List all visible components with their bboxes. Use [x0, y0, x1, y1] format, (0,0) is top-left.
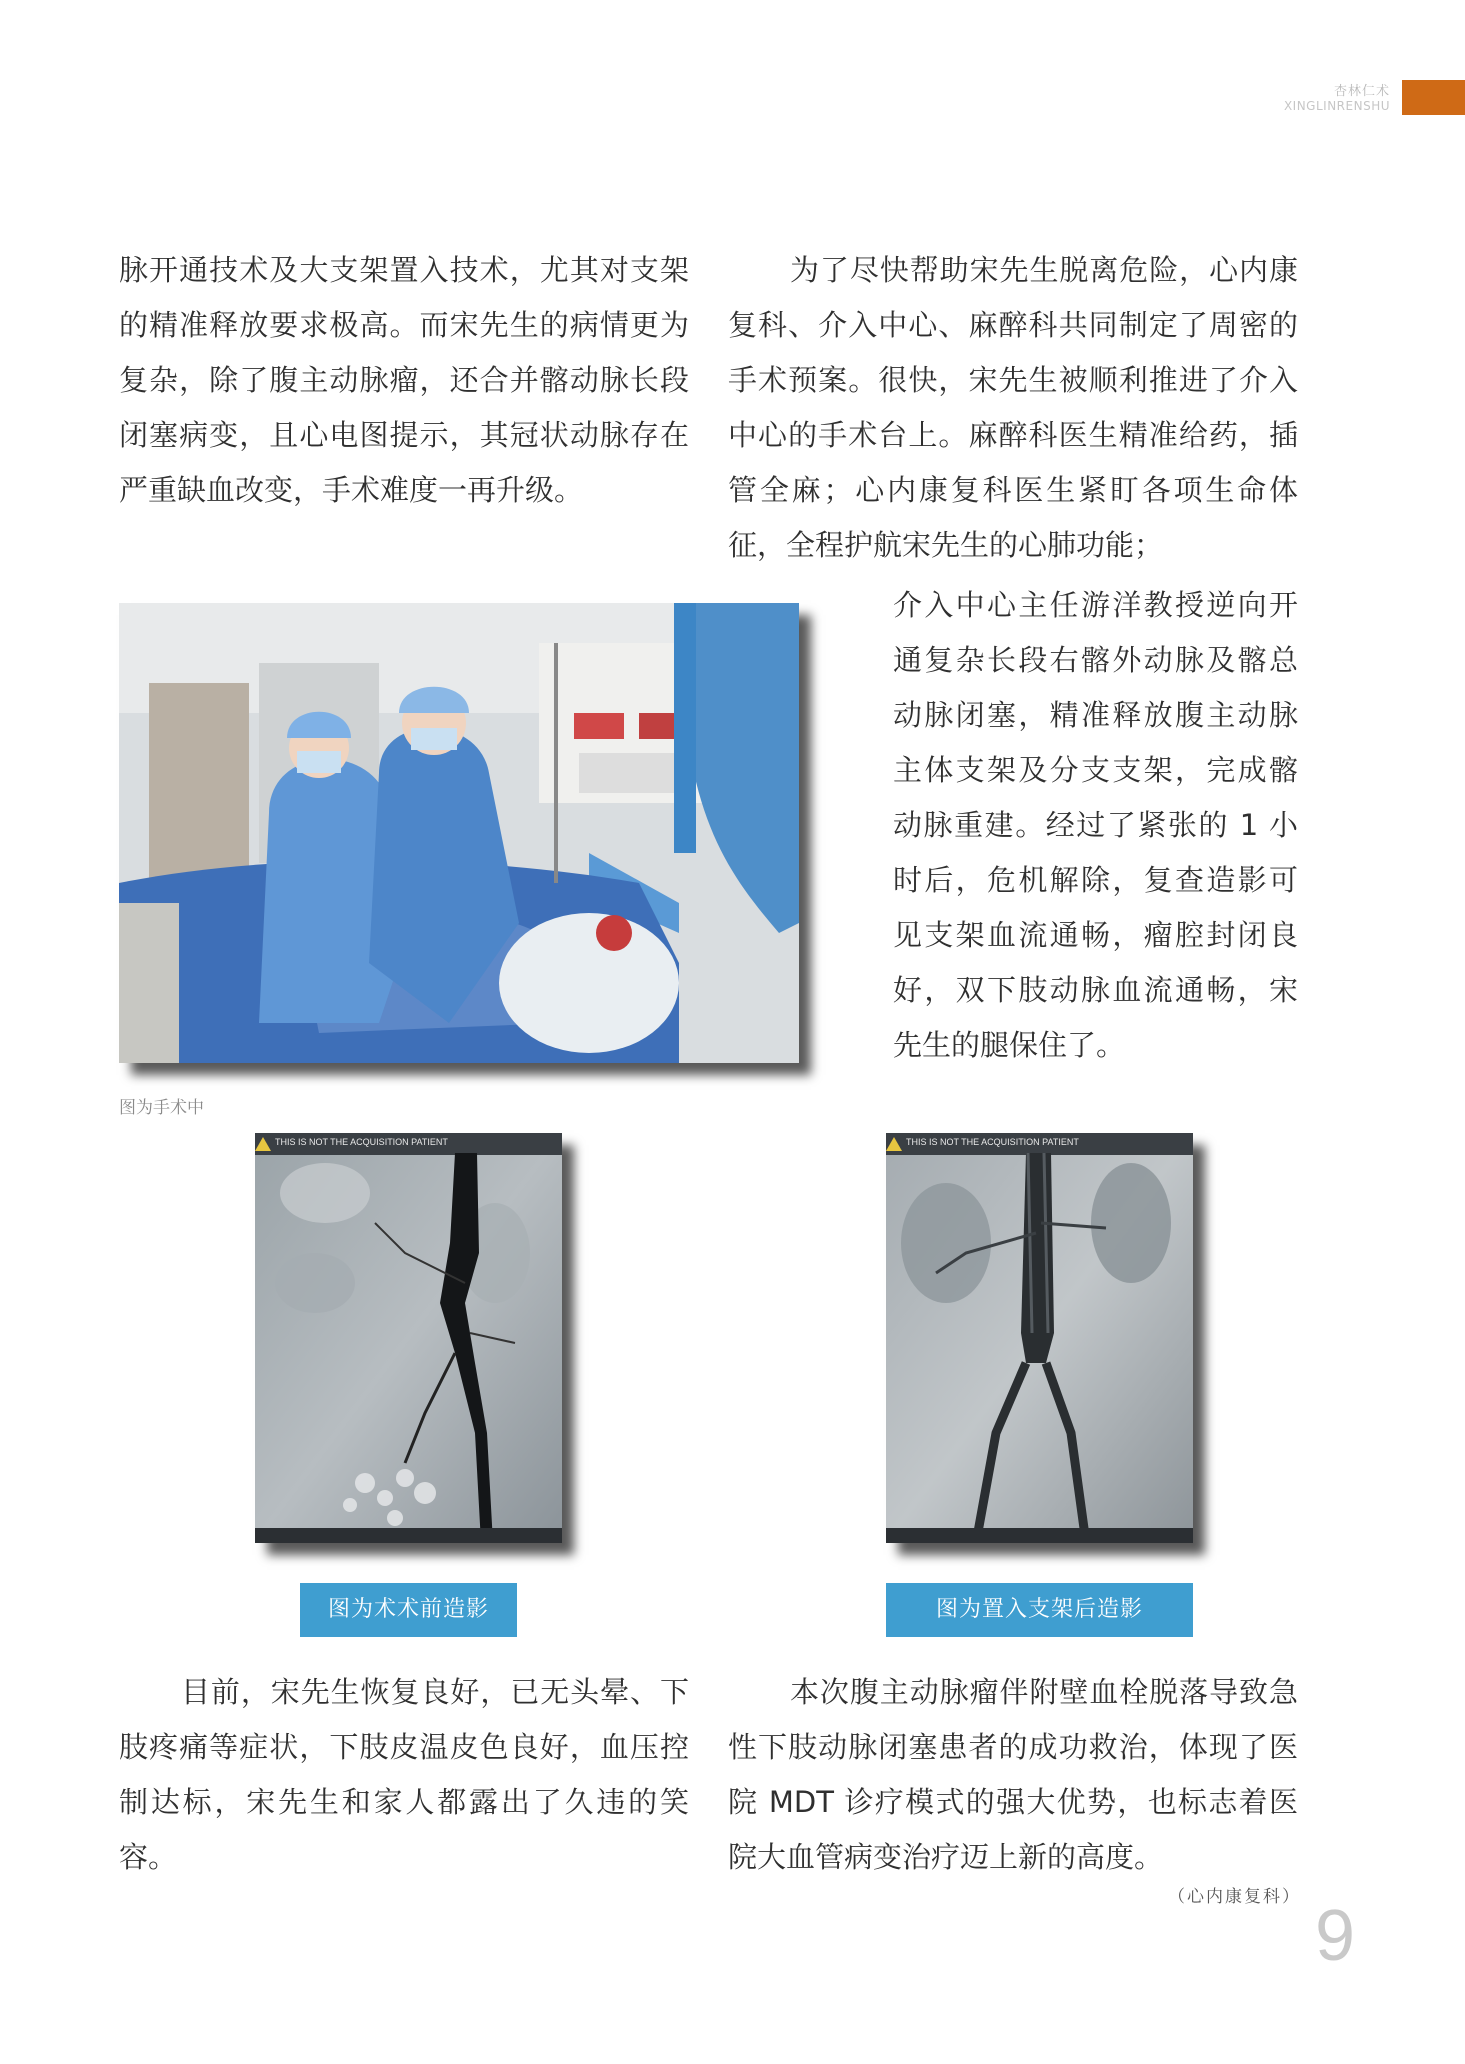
page-number: 9: [1315, 1896, 1356, 1976]
caption-post-op: 图为置入支架后造影: [886, 1583, 1193, 1637]
paragraph-right-wrap: 介入中心主任游洋教授逆向开通复杂长段右髂外动脉及髂总动脉闭塞，精准释放腹主动脉主体支架及分支支架，完成髂动脉重建。经过了紧张的 1 小时后，危机解除，复查造影可见支架血流通畅，瘤腔封闭良好，双下肢动脉血流通畅，宋先生的腿保住了。: [893, 588, 1298, 1062]
paragraph-right-top: 为了尽快帮助宋先生脱离危险，心内康复科、介入中心、麻醉科共同制定了周密的手术预案。很快，宋先生被顺利推进了介入中心的手术台上。麻醉科医生精准给药，插管全麻；心内康复科医生紧盯各项生命体征，全程护航宋先生的心肺功能；: [728, 253, 1298, 562]
paragraph-right-bottom: 本次腹主动脉瘤伴附壁血栓脱落导致急性下肢动脉闭塞患者的成功救治，体现了医院 MDT 诊疗模式的强大优势，也标志着医院大血管病变治疗迈上新的高度。: [728, 1675, 1298, 1874]
magazine-section-title-en: XINGLINRENSHU: [1283, 99, 1390, 113]
header-accent-bar: [1402, 80, 1465, 115]
surgery-photo: [119, 603, 799, 1063]
caption-pre-op: 图为术术前造影: [300, 1583, 517, 1637]
pre-op-angiogram-image: [255, 1133, 562, 1543]
paragraph-left-bottom: 目前，宋先生恢复良好，已无头晕、下肢疼痛等症状，下肢皮温皮色良好，血压控制达标，宋先生和家人都露出了久违的笑容。: [119, 1675, 689, 1874]
caption-surgery: 图为手术中: [119, 1098, 204, 1118]
magazine-section-title: 杏林仁术: [1333, 84, 1390, 99]
angio-warning-label: THIS IS NOT THE ACQUISITION PATIENT: [906, 1137, 1079, 1147]
angio-warning-label: THIS IS NOT THE ACQUISITION PATIENT: [275, 1137, 448, 1147]
article-source: （心内康复科）: [1168, 1887, 1301, 1907]
paragraph-left-top: 脉开通技术及大支架置入技术，尤其对支架的精准释放要求极高。而宋先生的病情更为复杂，除了腹主动脉瘤，还合并髂动脉长段闭塞病变，且心电图提示，其冠状动脉存在严重缺血改变，手术难度一再升级。: [119, 253, 689, 507]
post-op-angiogram-image: [886, 1133, 1193, 1543]
